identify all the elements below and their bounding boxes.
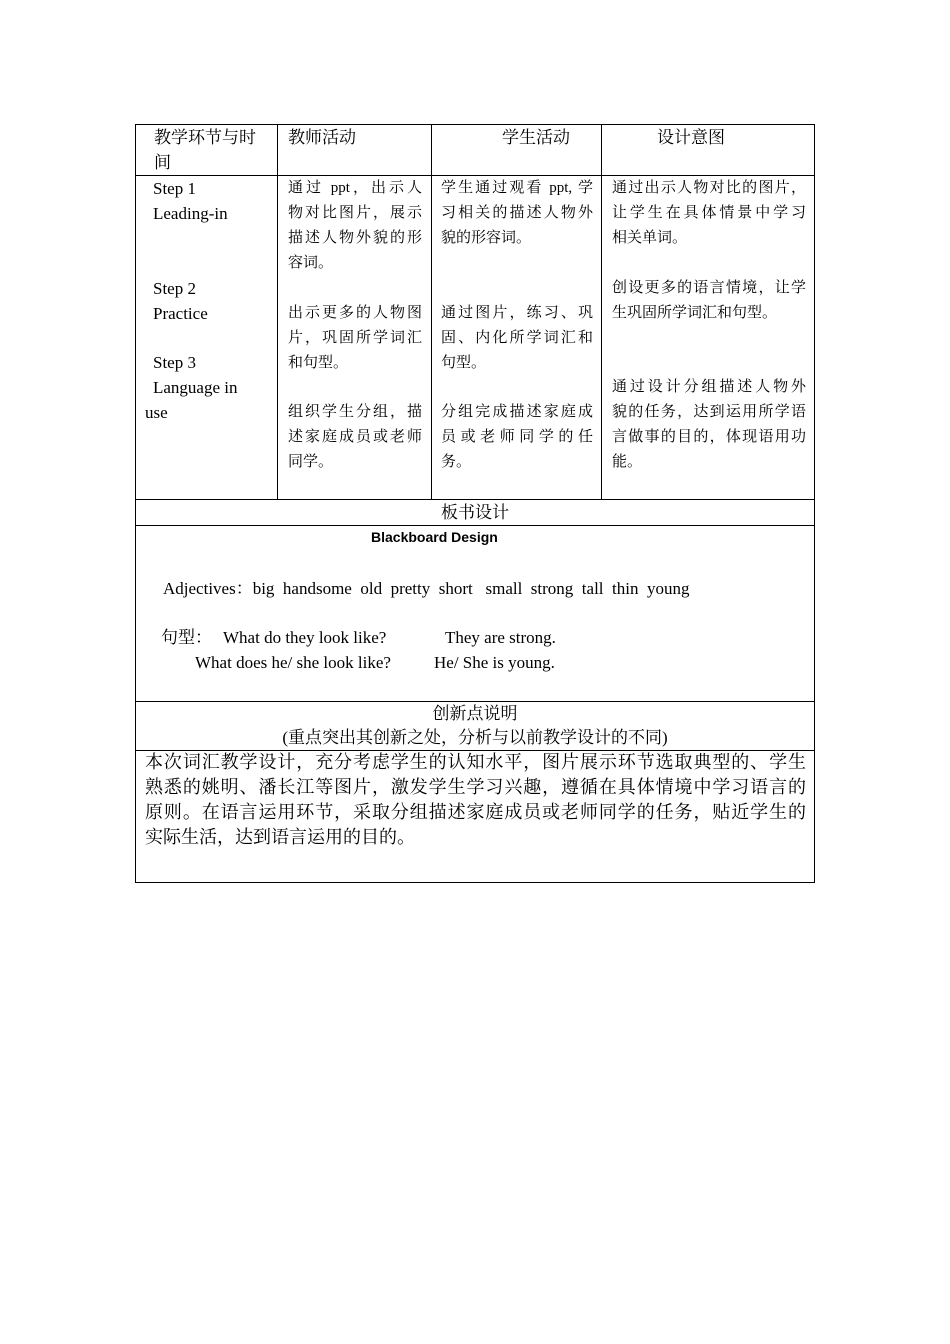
pattern-question-2: What does he/ she look like?	[195, 653, 391, 672]
innovation-subtitle: (重点突出其创新之处，分析与以前教学设计的不同)	[282, 728, 668, 747]
column-divider	[277, 124, 278, 500]
pattern-answer-2: He/ She is young.	[434, 653, 555, 672]
design-purpose-2: 创设更多的语言情境，让学 生巩固所学词汇和句型。	[612, 280, 806, 321]
design-purpose-1: 通过出示人物对比的图片， 让学生在具体情景中学习 相关单词。	[612, 180, 806, 246]
header-purpose: 设计意图	[657, 128, 725, 147]
teacher-activity-3: 组织学生分组，描 述家庭成员或老师 同学。	[288, 404, 422, 470]
header-teacher: 教师活动	[288, 128, 356, 147]
step-2: Step 2 Practice	[153, 279, 208, 323]
pattern-label: 句型：	[161, 628, 212, 647]
step-1: Step 1 Leading-in	[153, 179, 228, 223]
teacher-activity-2: 出示更多的人物图 片，巩固所学词汇 和句型。	[288, 305, 422, 371]
board-subtitle: Blackboard Design	[371, 529, 498, 545]
column-divider	[431, 124, 432, 500]
pattern-question-1: What do they look like?	[223, 628, 387, 647]
header-student: 学生活动	[502, 128, 570, 147]
step-3: Step 3 Language in	[153, 353, 238, 397]
board-section-title: 板书设计	[441, 503, 509, 522]
header-stage: 教学环节与时 间	[154, 128, 256, 172]
teacher-activity-1: 通过 ppt，出示人 物对比图片，展示 描述人物外貌的形 容词。	[288, 180, 422, 271]
adjectives-line: Adjectives：big handsome old pretty short small strong tall thin young	[163, 579, 690, 598]
student-activity-2: 通过图片，练习、巩 固、内化所学词汇和 句型。	[441, 305, 593, 371]
student-activity-3: 分组完成描述家庭成 员或老师同学的任 务。	[441, 404, 593, 470]
step-3-cont: use	[145, 403, 168, 422]
innovation-title: 创新点说明	[432, 704, 518, 723]
innovation-body: 本次词汇教学设计，充分考虑学生的认知水平，图片展示环节选取典型的、学生 熟悉的姚明、潘长江等图片，激发学生学习兴趣，遵循在具体情境中学习语言的 原则。在语言运用环节，采取分组描述家庭成员或老师同学的任务，贴近学生的 实际生活，达到语言运用的目的。	[145, 752, 806, 847]
student-activity-1: 学生通过观看 ppt, 学 习相关的描述人物外 貌的形容词。	[441, 180, 593, 246]
pattern-answer-1: They are strong.	[445, 628, 556, 647]
design-purpose-3: 通过设计分组描述人物外 貌的任务，达到运用所学语 言做事的目的，体现语用功 能。	[612, 379, 806, 470]
column-divider	[601, 124, 602, 500]
